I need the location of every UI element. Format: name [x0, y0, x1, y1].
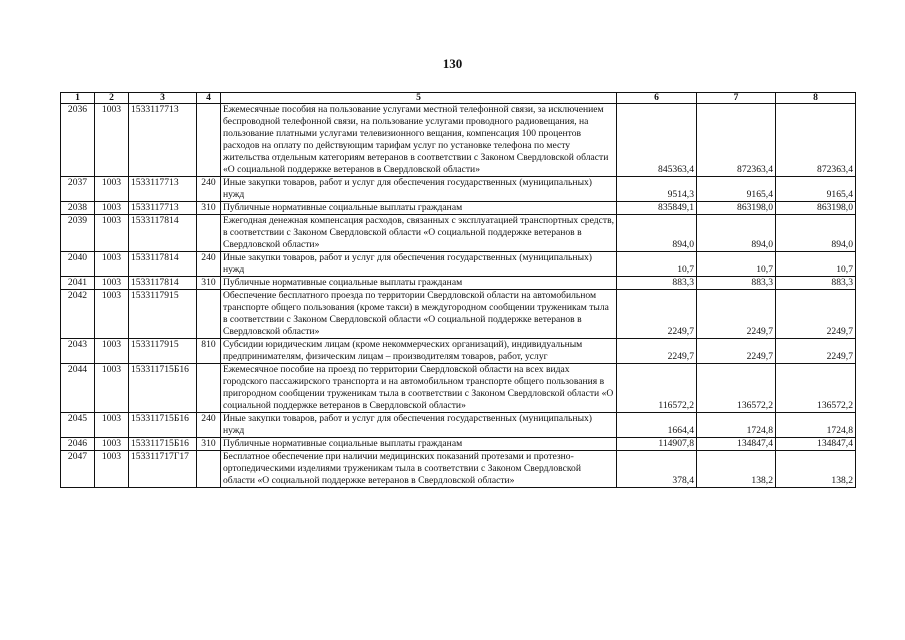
amount-col-6-cell: 378,4 [617, 451, 697, 488]
description-cell: Иные закупки товаров, работ и услуг для обеспечения государственных (муниципальных) нужд [221, 413, 617, 438]
expense-type-cell [197, 290, 221, 339]
target-article-cell: 1533117713 [129, 177, 197, 202]
target-article-cell: 1533117814 [129, 215, 197, 252]
section-code-cell: 1003 [95, 364, 129, 413]
row-number-cell: 2042 [61, 290, 95, 339]
target-article-cell: 153311715Б16 [129, 413, 197, 438]
target-article-cell: 1533117915 [129, 290, 197, 339]
amount-col-6-cell: 1664,4 [617, 413, 697, 438]
header-row [61, 93, 856, 104]
header-col-3: 3 [129, 93, 197, 104]
budget-table [60, 92, 856, 488]
amount-col-6-cell: 10,7 [617, 252, 697, 277]
amount-col-7-cell: 883,3 [697, 277, 776, 290]
expense-type-cell [197, 104, 221, 177]
amount-col-8-cell: 1724,8 [776, 413, 856, 438]
section-code-cell: 1003 [95, 339, 129, 364]
section-code-cell: 1003 [95, 290, 129, 339]
description-cell: Бесплатное обеспечение при наличии медицинских показаний протезами и протезно-ортопедическими изделиями труженикам тыла в соответствии с Законом Свердловской области «О социальной поддержке ветеранов в Свердловской области» [221, 451, 617, 488]
amount-col-6-cell: 114907,8 [617, 438, 697, 451]
section-code-cell: 1003 [95, 104, 129, 177]
header-col-2: 2 [95, 93, 129, 104]
amount-col-8-cell: 872363,4 [776, 104, 856, 177]
target-article-cell: 1533117814 [129, 252, 197, 277]
table-row [61, 104, 856, 177]
table-row [61, 364, 856, 413]
description-cell: Публичные нормативные социальные выплаты гражданам [221, 202, 617, 215]
row-number-cell: 2037 [61, 177, 95, 202]
expense-type-cell [197, 215, 221, 252]
table-row [61, 252, 856, 277]
section-code-cell: 1003 [95, 202, 129, 215]
description-cell: Обеспечение бесплатного проезда по территории Свердловской области на автомобильном транспорте общего пользования (кроме такси) в междугородном сообщении труженикам тыла в соответствии с Законом Свердловской области «О социальной поддержке ветеранов в Свердловской области» [221, 290, 617, 339]
header-col-7: 7 [697, 93, 776, 104]
expense-type-cell: 310 [197, 438, 221, 451]
expense-type-cell: 240 [197, 177, 221, 202]
description-cell: Иные закупки товаров, работ и услуг для обеспечения государственных (муниципальных) нужд [221, 177, 617, 202]
expense-type-cell: 310 [197, 202, 221, 215]
amount-col-6-cell: 9514,3 [617, 177, 697, 202]
header-col-6: 6 [617, 93, 697, 104]
amount-col-8-cell: 136572,2 [776, 364, 856, 413]
amount-col-7-cell: 1724,8 [697, 413, 776, 438]
description-cell: Субсидии юридическим лицам (кроме некоммерческих организаций), индивидуальным предпринимателям, физическим лицам – производителям товаров, работ, услуг [221, 339, 617, 364]
amount-col-7-cell: 9165,4 [697, 177, 776, 202]
row-number-cell: 2044 [61, 364, 95, 413]
expense-type-cell: 240 [197, 413, 221, 438]
table-row [61, 438, 856, 451]
amount-col-7-cell: 138,2 [697, 451, 776, 488]
row-number-cell: 2043 [61, 339, 95, 364]
description-cell: Иные закупки товаров, работ и услуг для обеспечения государственных (муниципальных) нужд [221, 252, 617, 277]
target-article-cell: 153311715Б16 [129, 364, 197, 413]
amount-col-6-cell: 883,3 [617, 277, 697, 290]
amount-col-6-cell: 116572,2 [617, 364, 697, 413]
amount-col-8-cell: 2249,7 [776, 290, 856, 339]
table-row [61, 277, 856, 290]
row-number-cell: 2036 [61, 104, 95, 177]
header-col-4: 4 [197, 93, 221, 104]
amount-col-6-cell: 2249,7 [617, 339, 697, 364]
section-code-cell: 1003 [95, 177, 129, 202]
header-col-1: 1 [61, 93, 95, 104]
amount-col-7-cell: 136572,2 [697, 364, 776, 413]
section-code-cell: 1003 [95, 277, 129, 290]
description-cell: Ежегодная денежная компенсация расходов, связанных с эксплуатацией транспортных средств, в соответствии с Законом Свердловской области «О социальной поддержке ветеранов в Свердловской области» [221, 215, 617, 252]
amount-col-6-cell: 845363,4 [617, 104, 697, 177]
section-code-cell: 1003 [95, 438, 129, 451]
row-number-cell: 2039 [61, 215, 95, 252]
table-row [61, 290, 856, 339]
expense-type-cell: 240 [197, 252, 221, 277]
amount-col-6-cell: 894,0 [617, 215, 697, 252]
target-article-cell: 153311717Г17 [129, 451, 197, 488]
expense-type-cell [197, 451, 221, 488]
section-code-cell: 1003 [95, 215, 129, 252]
table-row [61, 451, 856, 488]
header-col-5: 5 [221, 93, 617, 104]
amount-col-8-cell: 138,2 [776, 451, 856, 488]
section-code-cell: 1003 [95, 252, 129, 277]
table-row [61, 202, 856, 215]
amount-col-7-cell: 863198,0 [697, 202, 776, 215]
amount-col-8-cell: 883,3 [776, 277, 856, 290]
target-article-cell: 1533117713 [129, 104, 197, 177]
amount-col-7-cell: 10,7 [697, 252, 776, 277]
amount-col-8-cell: 863198,0 [776, 202, 856, 215]
target-article-cell: 153311715Б16 [129, 438, 197, 451]
section-code-cell: 1003 [95, 451, 129, 488]
description-cell: Ежемесячные пособия на пользование услугами местной телефонной связи, за исключением беспроводной телефонной связи, на пользование услугами проводного радиовещания, на пользование платными услугами телевизионного вещания, компенсация 100 процентов расходов на оплату по действующим тарифам услуг по установке телефона по месту жительства отдельным категориям ветеранов в соответствии с Законом Свердловской области «О социальной поддержке ветеранов в Свердловской области» [221, 104, 617, 177]
amount-col-8-cell: 134847,4 [776, 438, 856, 451]
amount-col-8-cell: 10,7 [776, 252, 856, 277]
table-row [61, 413, 856, 438]
page-number: 130 [442, 56, 463, 71]
amount-col-7-cell: 2249,7 [697, 290, 776, 339]
target-article-cell: 1533117915 [129, 339, 197, 364]
amount-col-7-cell: 134847,4 [697, 438, 776, 451]
expense-type-cell [197, 364, 221, 413]
amount-col-8-cell: 894,0 [776, 215, 856, 252]
amount-col-8-cell: 2249,7 [776, 339, 856, 364]
row-number-cell: 2045 [61, 413, 95, 438]
row-number-cell: 2038 [61, 202, 95, 215]
row-number-cell: 2046 [61, 438, 95, 451]
target-article-cell: 1533117814 [129, 277, 197, 290]
expense-type-cell: 310 [197, 277, 221, 290]
amount-col-8-cell: 9165,4 [776, 177, 856, 202]
table-row [61, 215, 856, 252]
table-row [61, 177, 856, 202]
row-number-cell: 2047 [61, 451, 95, 488]
description-cell: Ежемесячное пособие на проезд по территории Свердловской области на всех видах городского пассажирского транспорта и на автомобильном транспорте общего пользования в пригородном сообщении труженикам тыла в соответствии с Законом Свердловской области «О социальной поддержке ветеранов в Свердловской области» [221, 364, 617, 413]
target-article-cell: 1533117713 [129, 202, 197, 215]
header-col-8: 8 [776, 93, 856, 104]
description-cell: Публичные нормативные социальные выплаты гражданам [221, 277, 617, 290]
table-row [61, 339, 856, 364]
amount-col-6-cell: 2249,7 [617, 290, 697, 339]
amount-col-6-cell: 835849,1 [617, 202, 697, 215]
amount-col-7-cell: 894,0 [697, 215, 776, 252]
amount-col-7-cell: 872363,4 [697, 104, 776, 177]
section-code-cell: 1003 [95, 413, 129, 438]
row-number-cell: 2040 [61, 252, 95, 277]
expense-type-cell: 810 [197, 339, 221, 364]
amount-col-7-cell: 2249,7 [697, 339, 776, 364]
row-number-cell: 2041 [61, 277, 95, 290]
description-cell: Публичные нормативные социальные выплаты гражданам [221, 438, 617, 451]
